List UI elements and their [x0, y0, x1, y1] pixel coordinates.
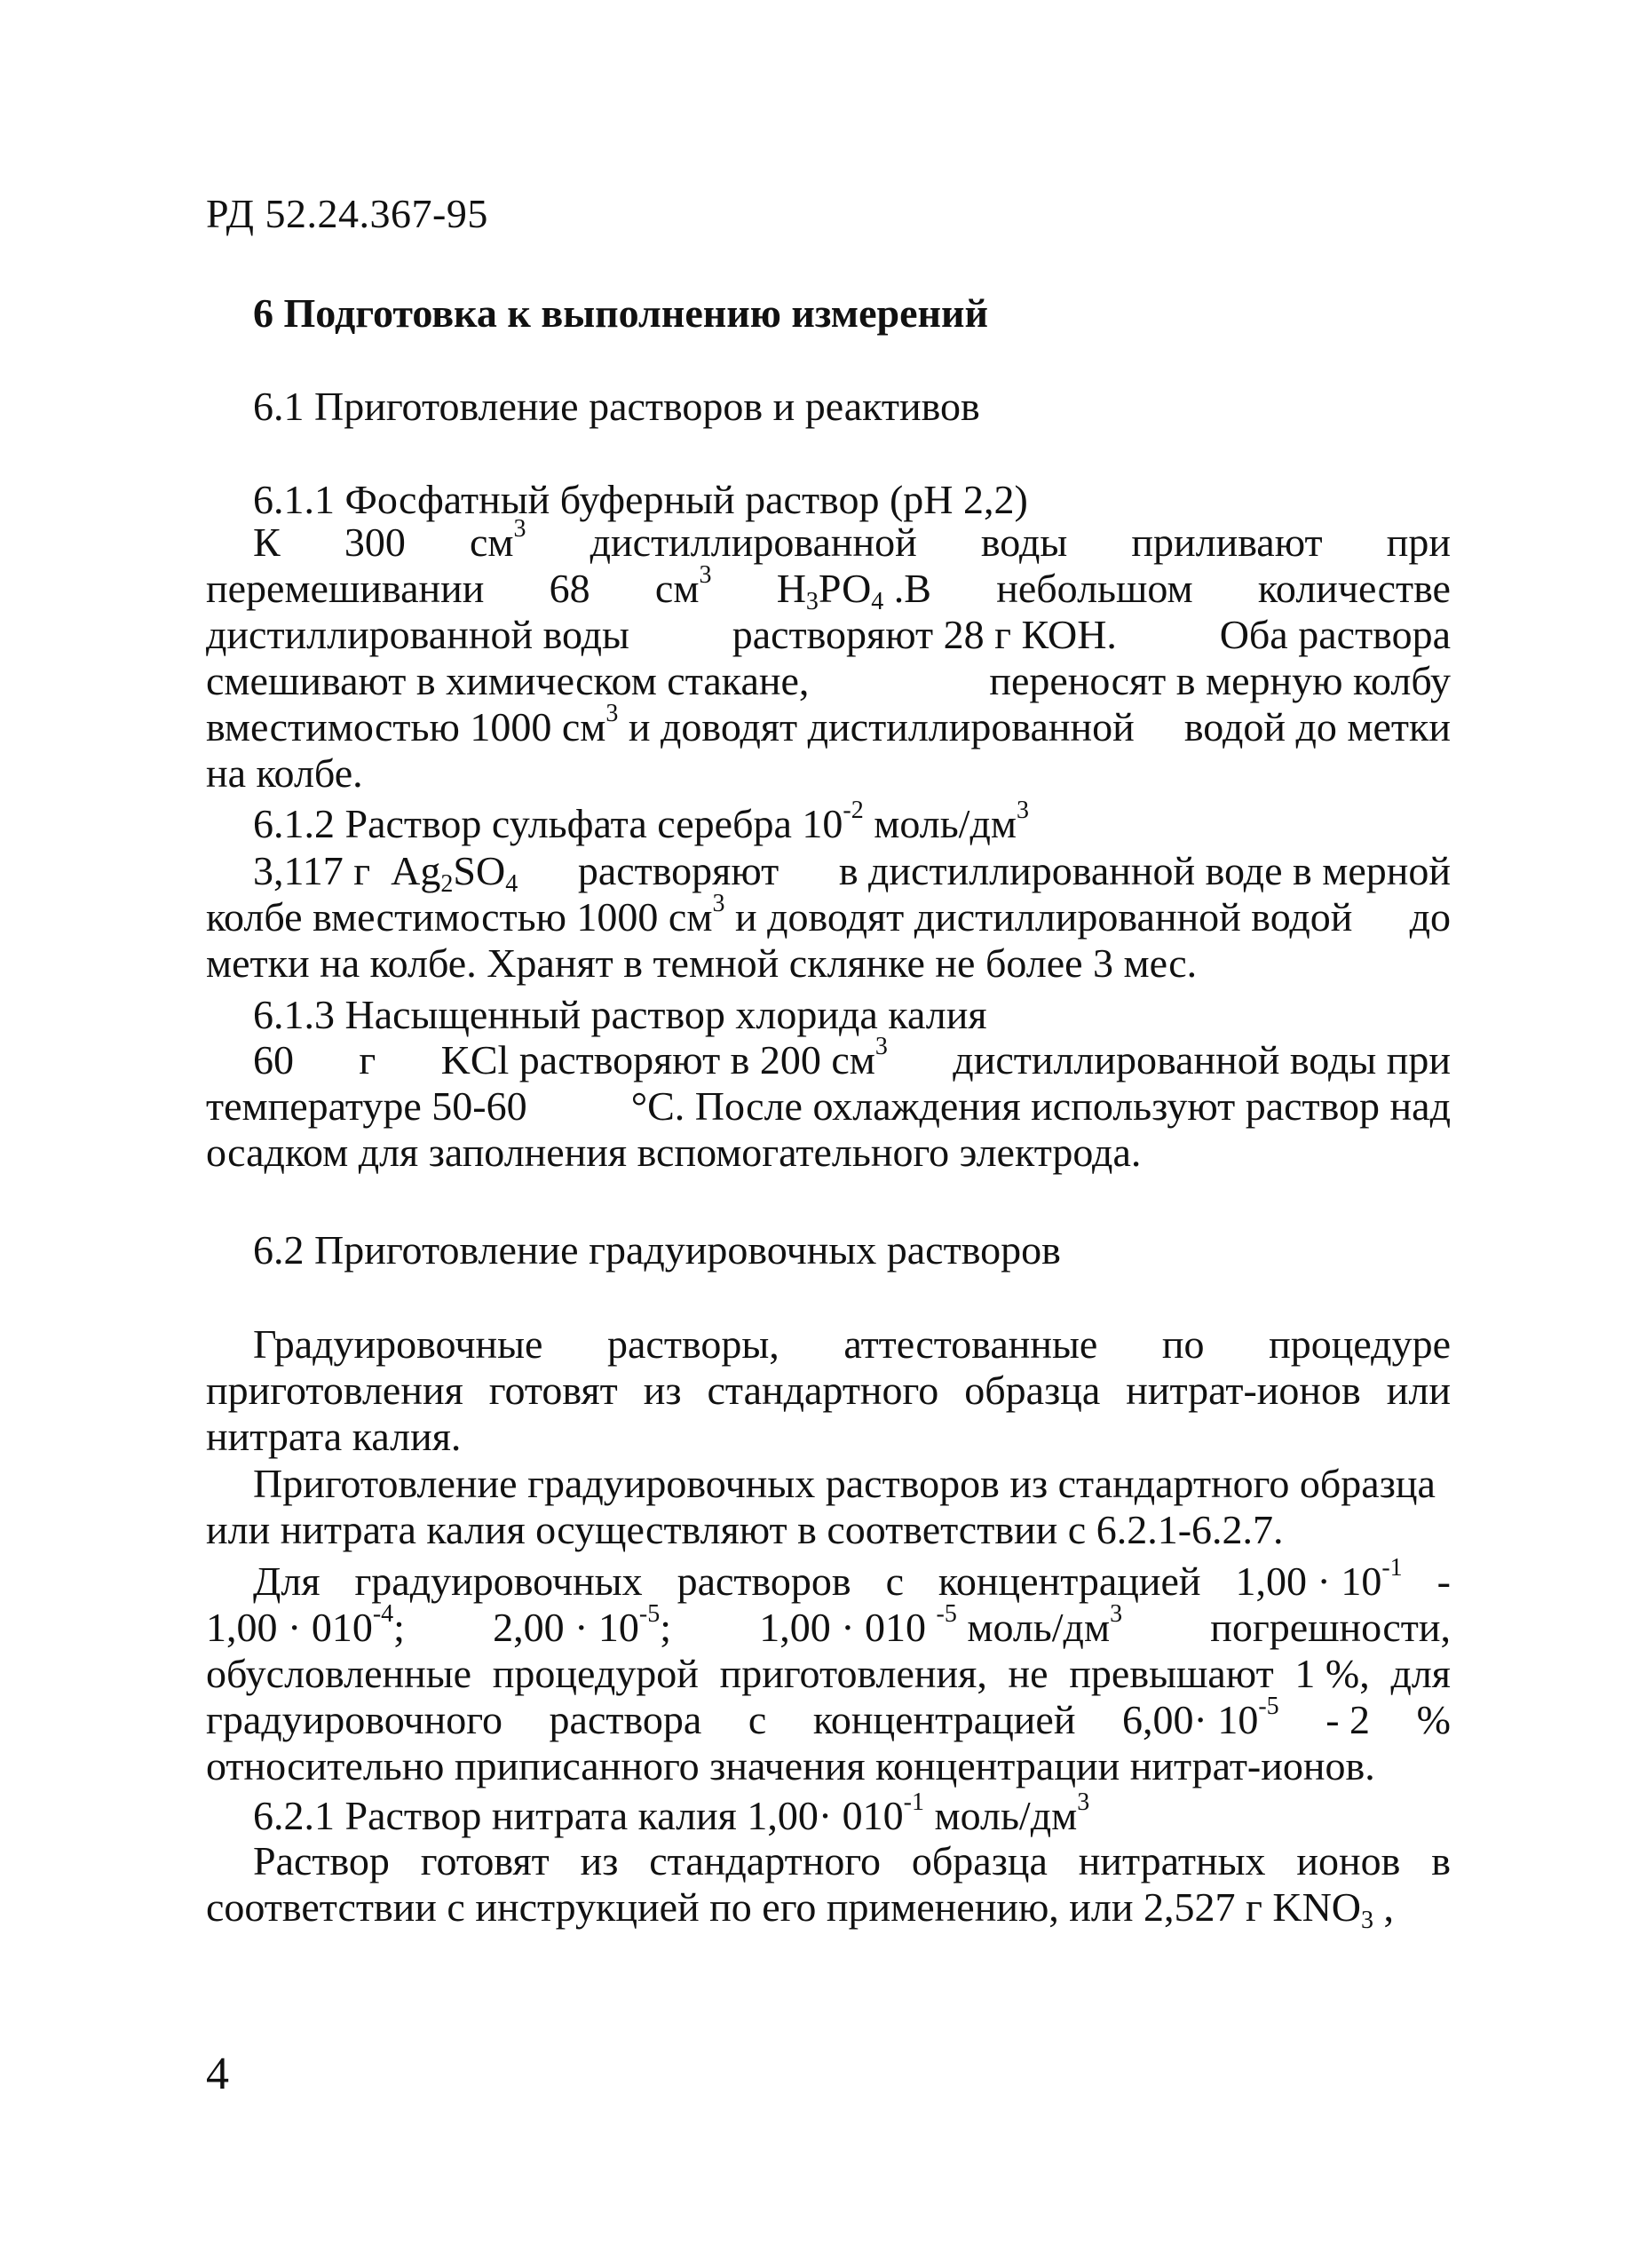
section-title: 6 Подготовка к выполнению измерений: [253, 290, 988, 336]
paragraph-6-2-1: [206, 1838, 1451, 1934]
page-number: 4: [206, 2049, 229, 2099]
text-line: Для градуировочных растворов с концентрацией $1,00 \cdot 10^{-1}$ -: [253, 1554, 1451, 1604]
subsection-6-1-1-title: 6.1.1 Фосфатный буферный раствор (рН 2,2): [253, 477, 1028, 522]
text-line: на колбе.: [206, 750, 363, 796]
text-line: Градуировочные растворы, аттестованные по процедуре: [253, 1321, 1451, 1367]
subsection-6-2-1-title: 6.2.1 Раствор нитрата калия $1,00\cdot 010^{-1}$ моль/$дм^3$: [253, 1788, 1090, 1838]
text-line: температуре 50-60 °С. После охлаждения используют раствор над: [206, 1083, 1451, 1129]
text-line: или нитрата калия осуществляют в соответствии с 6.2.1-6.2.7.: [206, 1507, 1284, 1552]
text-line: обусловленные процедурой приготовления, не превышают 1 %, для: [206, 1651, 1451, 1696]
subsection-6-1-title: 6.1 Приготовление растворов и реактивов: [253, 384, 980, 429]
document-code: РД 52.24.367-95: [206, 191, 488, 236]
text-line: $1,00 \cdot 010^{-4}$; $2,00 \cdot 10^{-5}$; 1,00 · 010 $^{-5}$ моль/$дм^3$ погрешности,: [206, 1600, 1451, 1650]
paragraph-6-2-intro: [206, 1321, 1451, 1460]
text-line: вместимостью 1000 $см^3$ и доводят дистиллированной водой до метки: [206, 700, 1451, 749]
text-line: К 300 $см^3$ дистиллированной воды приливают при: [253, 515, 1451, 565]
text-line: 60 г KCl растворяют в 200 $см^3$ дистиллированной воды при: [253, 1033, 1451, 1082]
paragraph-6-2-method: [206, 1461, 1451, 1553]
paragraph-6-2-errors: [206, 1554, 1451, 1789]
paragraph-6-1-3: [206, 1033, 1451, 1176]
text-line: Приготовление градуировочных растворов из стандартного образца: [253, 1461, 1436, 1506]
text-line: перемешивании 68 $см^3$ $Н_3РО_4$ .В небольшом количестве: [206, 561, 1451, 615]
text-line: колбе вместимостью 1000 $см^3$ и доводят дистиллированной водой до: [206, 890, 1451, 940]
paragraph-6-1-2: [206, 848, 1451, 987]
text-line: метки на колбе. Хранят в темной склянке не более 3 мес.: [206, 940, 1198, 986]
text-line: относительно приписанного значения концентрации нитрат-ионов.: [206, 1743, 1375, 1788]
text-line: приготовления готовят из стандартного образца нитрат-ионов или: [206, 1368, 1451, 1413]
paragraph-6-1-1: [206, 515, 1451, 797]
text-line: 3,117 г $Ag_2SO_4$ растворяют в дистиллированной воде в мерной: [253, 848, 1451, 898]
text-line: дистиллированной воды растворяют 28 г КОН. Оба раствора: [206, 612, 1451, 657]
text-line: Раствор готовят из стандартного образца нитратных ионов в: [253, 1838, 1451, 1883]
text-line: осадком для заполнения вспомогательного электрода.: [206, 1130, 1142, 1175]
text-line: соответствии с инструкцией по его применению, или 2,527 г $KNO_3$ ,: [206, 1884, 1395, 1934]
text-line: смешивают в химическом стакане, переносят в мерную колбу: [206, 658, 1451, 703]
subsection-6-2-title: 6.2 Приготовление градуировочных растворов: [253, 1227, 1061, 1273]
text-line: градуировочного раствора с концентрацией $6,00\cdot 10^{-5}$ - 2 %: [206, 1693, 1451, 1742]
text-line: нитрата калия.: [206, 1414, 462, 1459]
subsection-6-1-2-title: 6.1.2 Раствор сульфата серебра $10^{-2}$ моль/$дм^3$: [253, 797, 1029, 846]
subsection-6-1-3-title: 6.1.3 Насыщенный раствор хлорида калия: [253, 992, 987, 1037]
